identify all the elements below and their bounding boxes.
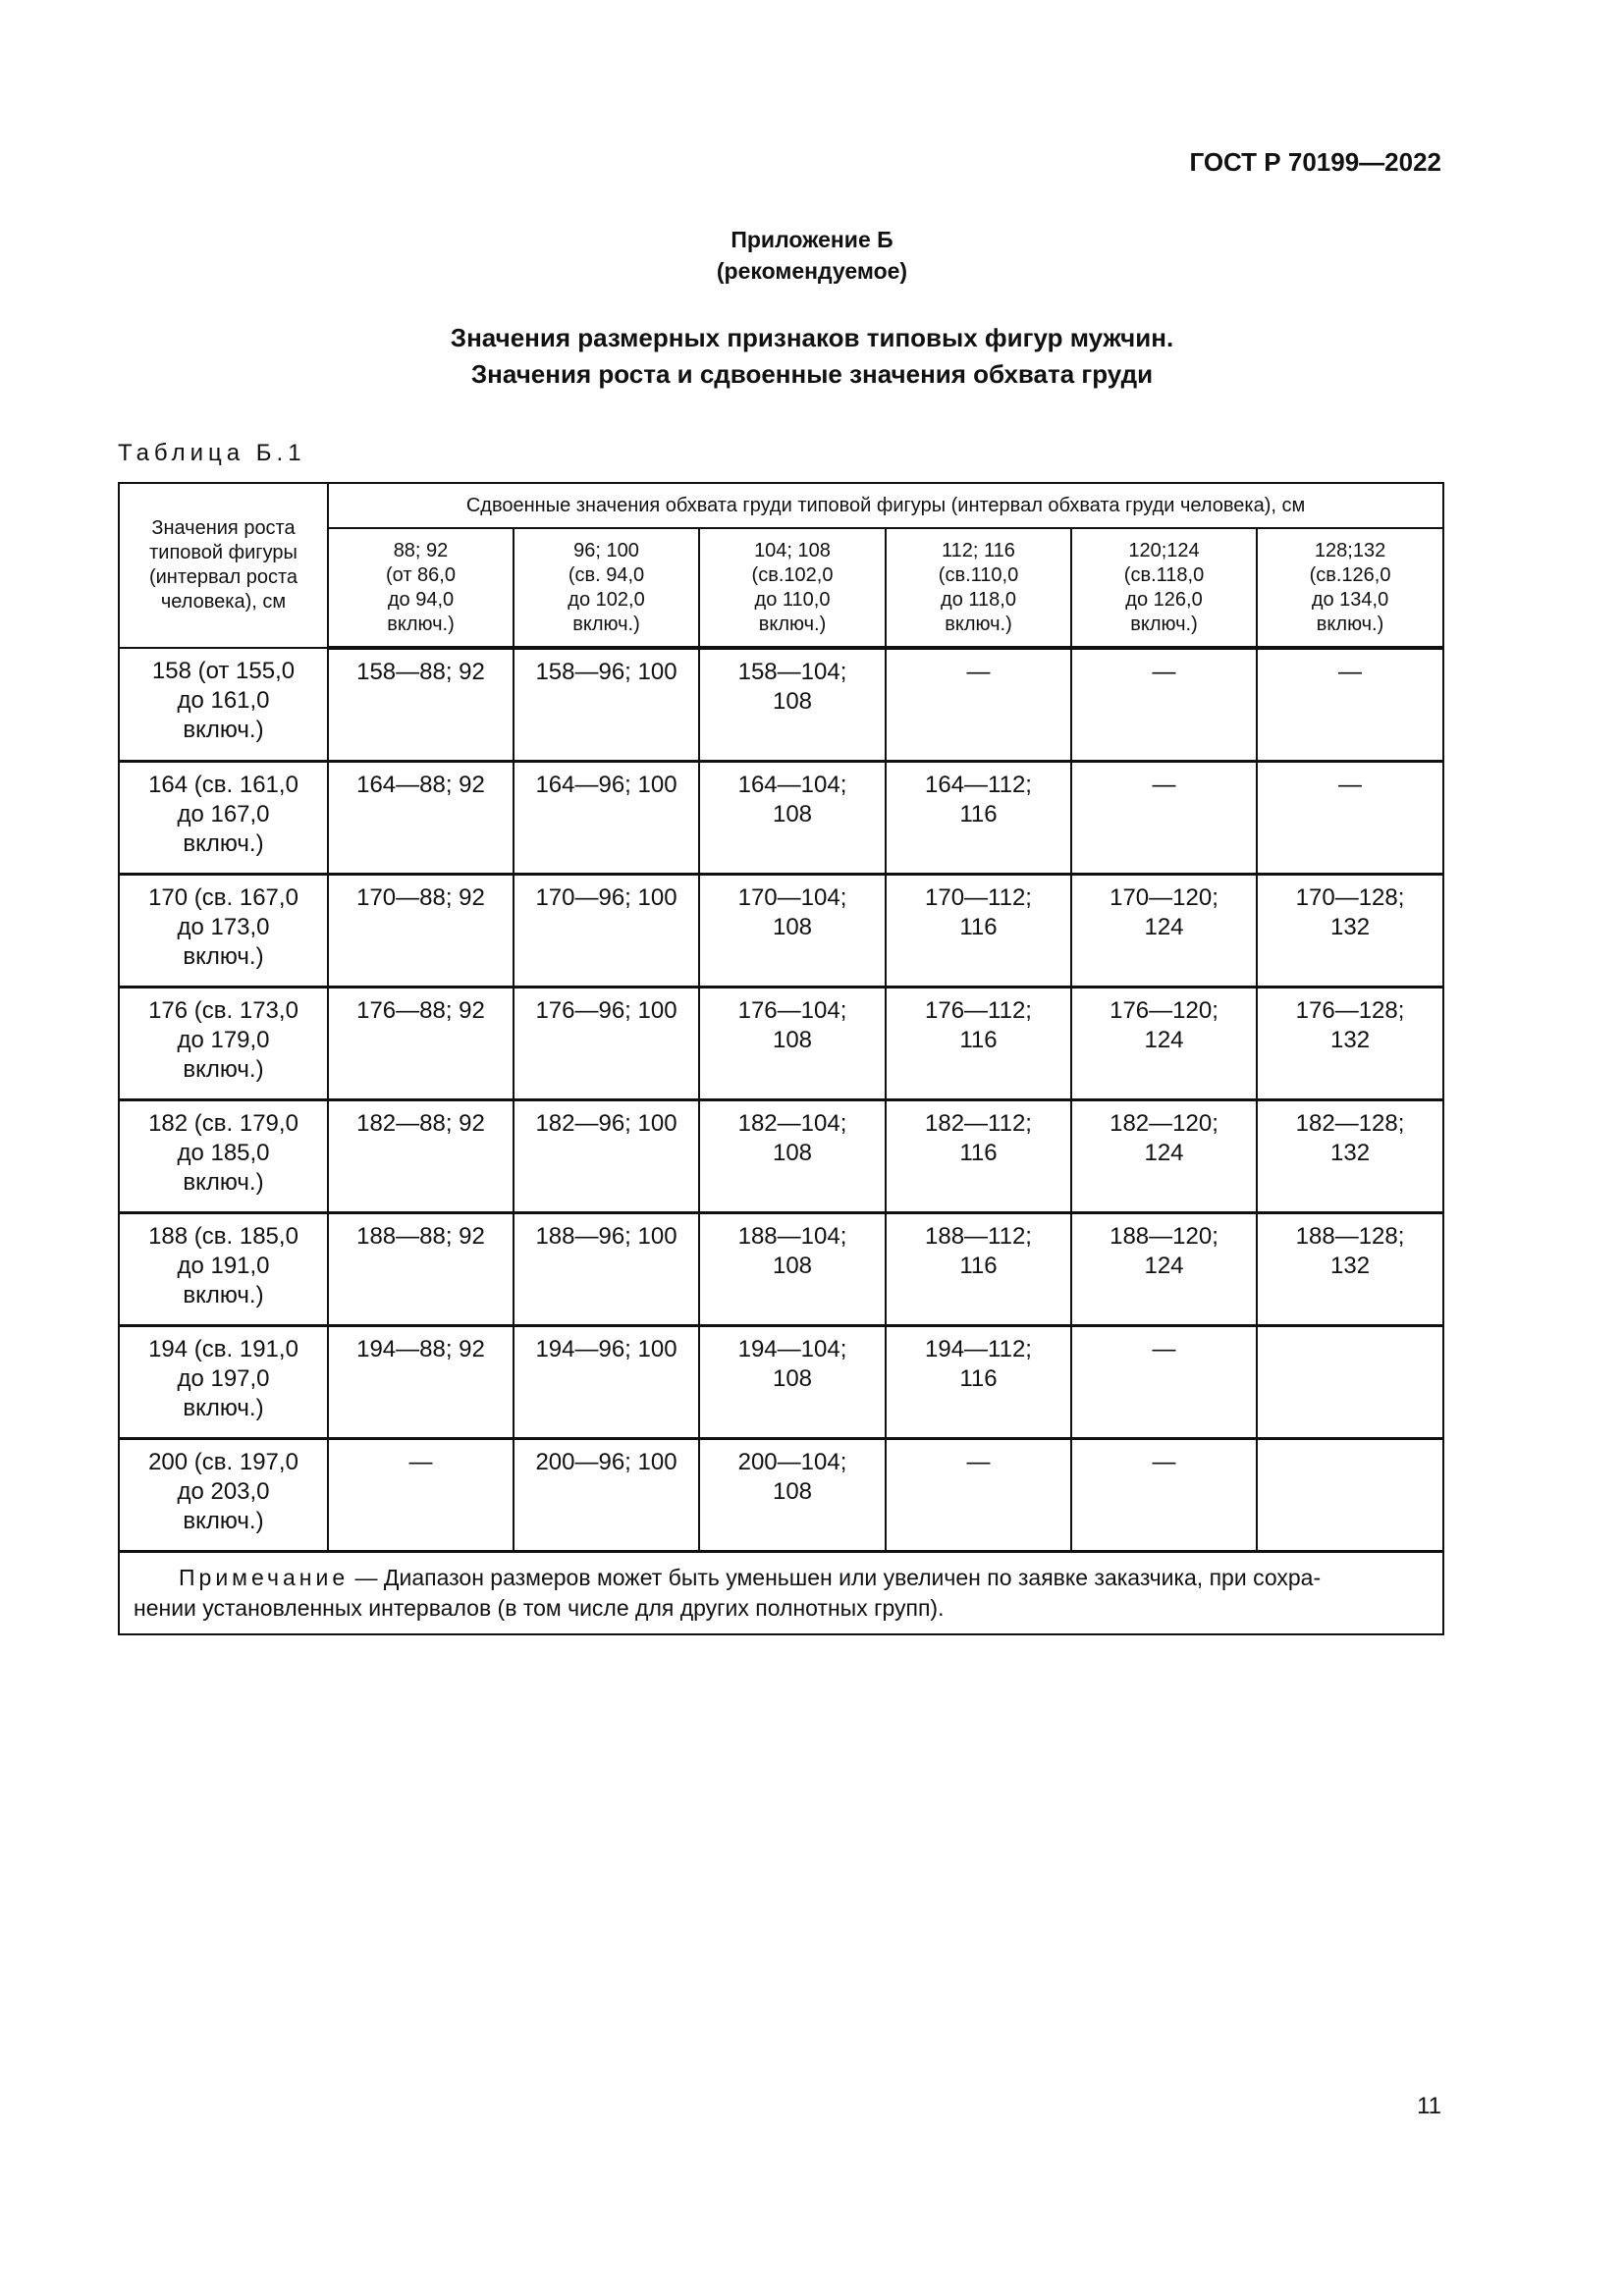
size-cell-line: 194—96; 100: [535, 1336, 677, 1362]
size-cell-line: 182—112;: [925, 1110, 1032, 1137]
row-header-line: человека), см: [160, 591, 287, 613]
size-cell-line: 188—96; 100: [535, 1223, 677, 1250]
size-cell-line: 108: [772, 1478, 813, 1505]
size-cell: [1071, 1213, 1257, 1326]
size-cell: [1257, 1213, 1443, 1326]
row-header-line: (интервал роста: [148, 566, 298, 588]
section-heading-line-1: Значения размерных признаков типовых фигур мужчин.: [450, 323, 1174, 352]
size-cell: [1257, 648, 1443, 762]
column-header-line: 104; 108: [754, 539, 831, 561]
size-cell: [886, 875, 1071, 988]
column-header-line: до 102,0: [568, 588, 645, 611]
size-cell-line: —: [408, 1449, 433, 1475]
height-cell-line: 164 (св. 161,0: [148, 772, 298, 798]
row-header-line: типовой фигуры: [149, 542, 298, 563]
table-note-line-1: [134, 1563, 1429, 1593]
column-header-line: 88; 92: [393, 539, 449, 561]
size-cell: [699, 1100, 886, 1213]
size-cell: [514, 762, 699, 875]
size-cell-line: 176—120;: [1110, 997, 1218, 1024]
size-cell-line: 132: [1330, 1027, 1371, 1053]
height-cell-line: до 197,0: [177, 1365, 270, 1392]
size-cell-line: 108: [772, 1140, 813, 1166]
size-cell-line: 124: [1144, 1253, 1184, 1279]
height-cell-line: до 179,0: [177, 1027, 270, 1053]
size-cell: [699, 648, 886, 762]
column-header-cell: [699, 528, 886, 648]
column-header-line: 112; 116: [942, 539, 1015, 561]
row-header-cell: [119, 483, 328, 648]
size-cell: [886, 762, 1071, 875]
height-cell-line: включ.): [183, 1508, 264, 1534]
size-cell-line: 132: [1330, 1253, 1371, 1279]
size-cell: [328, 648, 514, 762]
height-cell: [119, 1439, 328, 1552]
table-row: [119, 762, 1443, 875]
height-cell-line: 176 (св. 173,0: [148, 997, 298, 1024]
size-cell: [328, 1439, 514, 1552]
height-cell-line: включ.): [183, 1282, 264, 1308]
column-header-line: до 118,0: [941, 588, 1016, 611]
column-header-cell: [1071, 528, 1257, 648]
table-row: [119, 875, 1443, 988]
size-cell-line: 132: [1330, 1140, 1371, 1166]
size-cell: [1257, 1100, 1443, 1213]
size-cell-line: 108: [772, 914, 813, 940]
size-cell-line: 182—128;: [1295, 1110, 1405, 1137]
size-cell-line: 116: [959, 1027, 998, 1053]
table-row: [119, 648, 1443, 762]
size-cell-line: 170—112;: [925, 884, 1032, 911]
size-cell-line: 164—112;: [925, 772, 1032, 798]
size-cell: [1071, 1439, 1257, 1552]
column-header-line: включ.): [945, 613, 1012, 635]
size-cell-line: 116: [959, 914, 998, 940]
column-header-line: 120;124: [1128, 539, 1200, 561]
height-cell-line: включ.): [183, 943, 264, 970]
size-cell: [1257, 1439, 1443, 1552]
size-cell: [1071, 1100, 1257, 1213]
size-cell: [699, 988, 886, 1100]
size-cell: [514, 875, 699, 988]
size-cell: [699, 1213, 886, 1326]
column-header-line: (от 86,0: [386, 563, 456, 586]
appendix-title: Приложение Б: [731, 227, 893, 252]
size-cell: [886, 648, 1071, 762]
height-cell: [119, 875, 328, 988]
size-cell-line: 182—104;: [737, 1110, 847, 1137]
column-header-line: включ.): [758, 613, 827, 635]
section-heading-line-2: Значения роста и сдвоенные значения обхвата груди: [470, 359, 1154, 389]
size-cell-line: —: [1152, 772, 1176, 798]
size-cell: [886, 1439, 1071, 1552]
size-cell-line: 124: [1144, 1140, 1184, 1166]
size-cell-line: 182—120;: [1110, 1110, 1218, 1137]
size-cell: [886, 988, 1071, 1100]
size-table: [118, 482, 1444, 1635]
size-cell-line: 124: [1144, 914, 1184, 940]
size-cell: [514, 1213, 699, 1326]
column-header-line: до 126,0: [1125, 588, 1203, 611]
column-header-line: до 134,0: [1311, 588, 1389, 611]
column-header-line: до 110,0: [754, 588, 831, 611]
height-cell: [119, 1100, 328, 1213]
column-header-line: включ.): [1130, 613, 1198, 635]
size-cell: [328, 988, 514, 1100]
size-cell-line: 176—128;: [1295, 997, 1405, 1024]
size-cell-line: 176—96; 100: [535, 997, 677, 1024]
size-cell-line: 194—88; 92: [356, 1336, 485, 1362]
size-cell: [886, 1326, 1071, 1439]
size-cell-line: 108: [772, 1027, 813, 1053]
size-cell: [699, 1326, 886, 1439]
size-cell-line: 194—112;: [925, 1336, 1032, 1362]
column-header-line: (св.126,0: [1309, 563, 1391, 586]
size-cell: [886, 1213, 1071, 1326]
table-note: [119, 1552, 1443, 1635]
size-cell-line: 200—104;: [737, 1449, 847, 1475]
column-header-cell: [886, 528, 1071, 648]
size-cell-line: 194—104;: [737, 1336, 847, 1362]
size-cell-line: 164—104;: [737, 772, 847, 798]
height-cell-line: до 185,0: [177, 1140, 270, 1166]
table-row: [119, 1100, 1443, 1213]
height-cell: [119, 648, 328, 762]
height-cell-line: 194 (св. 191,0: [148, 1336, 298, 1362]
height-cell: [119, 1326, 328, 1439]
size-cell: [1257, 762, 1443, 875]
column-header-cell: [328, 528, 514, 648]
size-cell: [886, 1100, 1071, 1213]
height-cell-line: включ.): [183, 1169, 264, 1196]
size-cell-line: 108: [772, 1365, 813, 1392]
size-cell-line: —: [1338, 772, 1363, 798]
size-cell-line: 108: [772, 688, 813, 715]
size-cell-line: 182—96; 100: [535, 1110, 677, 1137]
size-cell-line: 182—88; 92: [356, 1110, 485, 1137]
size-cell-line: 188—128;: [1295, 1223, 1405, 1250]
height-cell-line: до 203,0: [177, 1478, 270, 1505]
column-header-line: (св.118,0: [1123, 563, 1205, 586]
size-cell-line: 170—96; 100: [535, 884, 677, 911]
height-cell-line: включ.): [183, 1395, 264, 1421]
document-code: ГОСТ Р 70199—2022: [1189, 147, 1441, 177]
height-cell: [119, 762, 328, 875]
column-header-line: включ.): [387, 613, 455, 635]
size-cell-line: 164—88; 92: [356, 772, 485, 798]
size-cell-line: 116: [959, 801, 998, 828]
column-header-cell: [514, 528, 699, 648]
column-header-cell: [1257, 528, 1443, 648]
size-cell-line: 176—88; 92: [356, 997, 485, 1024]
column-header-line: (св.110,0: [938, 563, 1019, 586]
size-cell-line: 176—112;: [925, 997, 1032, 1024]
size-cell: [1071, 1326, 1257, 1439]
table-row: [119, 988, 1443, 1100]
table-label: Таблица Б.1: [118, 440, 306, 466]
size-cell-line: —: [966, 1449, 991, 1475]
size-cell-line: 170—120;: [1110, 884, 1218, 911]
size-cell: [328, 1326, 514, 1439]
height-cell-line: включ.): [183, 717, 264, 743]
size-cell-line: 108: [772, 801, 813, 828]
height-cell-line: до 191,0: [177, 1253, 270, 1279]
column-header-line: 96; 100: [573, 539, 639, 561]
size-cell-line: 188—120;: [1110, 1223, 1218, 1250]
height-cell-line: 182 (св. 179,0: [148, 1110, 298, 1137]
table-note-line-2: нении установленных интервалов (в том числе для других полнотных групп).: [134, 1595, 945, 1621]
size-cell-line: 200—96; 100: [535, 1449, 677, 1475]
size-cell-line: 116: [959, 1140, 998, 1166]
size-cell-line: —: [1338, 659, 1363, 685]
size-cell-line: 164—96; 100: [535, 772, 677, 798]
height-cell-line: 170 (св. 167,0: [148, 884, 298, 911]
size-cell: [699, 1439, 886, 1552]
size-cell: [1071, 648, 1257, 762]
size-cell: [514, 648, 699, 762]
size-cell-line: 116: [959, 1253, 998, 1279]
table-row: [119, 1213, 1443, 1326]
column-header-line: (св. 94,0: [568, 563, 645, 586]
size-cell-line: 170—128;: [1295, 884, 1405, 911]
size-cell: [328, 762, 514, 875]
size-cell: [328, 1100, 514, 1213]
height-cell-line: 188 (св. 185,0: [148, 1223, 298, 1250]
appendix-status: (рекомендуемое): [716, 258, 908, 284]
size-cell-line: 170—104;: [737, 884, 847, 911]
size-cell-line: 170—88; 92: [356, 884, 485, 911]
size-cell-line: 158—96; 100: [535, 659, 677, 685]
height-cell: [119, 1213, 328, 1326]
size-cell-line: —: [1152, 1449, 1176, 1475]
size-cell-line: 188—104;: [737, 1223, 847, 1250]
section-heading: [0, 320, 1624, 393]
size-cell: [514, 1439, 699, 1552]
size-cell: [1071, 988, 1257, 1100]
height-cell-line: 200 (св. 197,0: [148, 1449, 298, 1475]
size-cell-line: 176—104;: [737, 997, 847, 1024]
height-cell-line: включ.): [183, 1056, 264, 1083]
table-row: [119, 1439, 1443, 1552]
row-header-line: Значения роста: [151, 517, 296, 539]
size-cell-line: 116: [959, 1365, 998, 1392]
size-cell-line: 188—88; 92: [356, 1223, 485, 1250]
size-cell: [1071, 875, 1257, 988]
height-cell-line: до 161,0: [177, 687, 270, 714]
size-cell: [1071, 762, 1257, 875]
size-cell: [1257, 875, 1443, 988]
size-cell-line: 188—112;: [925, 1223, 1032, 1250]
height-cell-line: 158 (от 155,0: [151, 658, 296, 684]
group-header-cell: Сдвоенные значения обхвата груди типовой фигуры (интервал обхвата груди человека), см: [328, 483, 1443, 528]
size-cell-line: 132: [1330, 914, 1371, 940]
size-cell: [699, 875, 886, 988]
page-number: 11: [1417, 2093, 1441, 2119]
size-cell-line: 158—88; 92: [356, 659, 485, 685]
column-header-line: до 94,0: [387, 588, 455, 611]
appendix-header: [0, 224, 1624, 287]
height-cell-line: до 173,0: [177, 914, 270, 940]
column-header-line: включ.): [1316, 613, 1384, 635]
column-header-line: включ.): [572, 613, 640, 635]
height-cell-line: до 167,0: [177, 801, 270, 828]
table-note-text: — Диапазон размеров может быть уменьшен или увеличен по заявке заказчика, при сохра-: [349, 1565, 1322, 1590]
size-cell-line: —: [966, 659, 991, 685]
column-header-line: (св.102,0: [751, 563, 834, 586]
column-header-line: 128;132: [1314, 539, 1386, 561]
size-cell: [1257, 988, 1443, 1100]
size-cell: [1257, 1326, 1443, 1439]
height-cell: [119, 988, 328, 1100]
height-cell-line: включ.): [183, 830, 264, 857]
table-note-label: Примечание: [179, 1565, 350, 1590]
size-cell: [699, 762, 886, 875]
size-cell-line: 158—104;: [737, 659, 847, 685]
size-cell: [328, 1213, 514, 1326]
size-cell: [514, 1100, 699, 1213]
size-cell-line: —: [1152, 659, 1176, 685]
size-cell: [514, 988, 699, 1100]
table-row: [119, 1326, 1443, 1439]
size-cell-line: 108: [772, 1253, 813, 1279]
size-cell: [514, 1326, 699, 1439]
size-cell-line: —: [1152, 1336, 1176, 1362]
size-cell-line: 124: [1144, 1027, 1184, 1053]
note-row: [119, 1552, 1443, 1635]
size-cell: [328, 875, 514, 988]
